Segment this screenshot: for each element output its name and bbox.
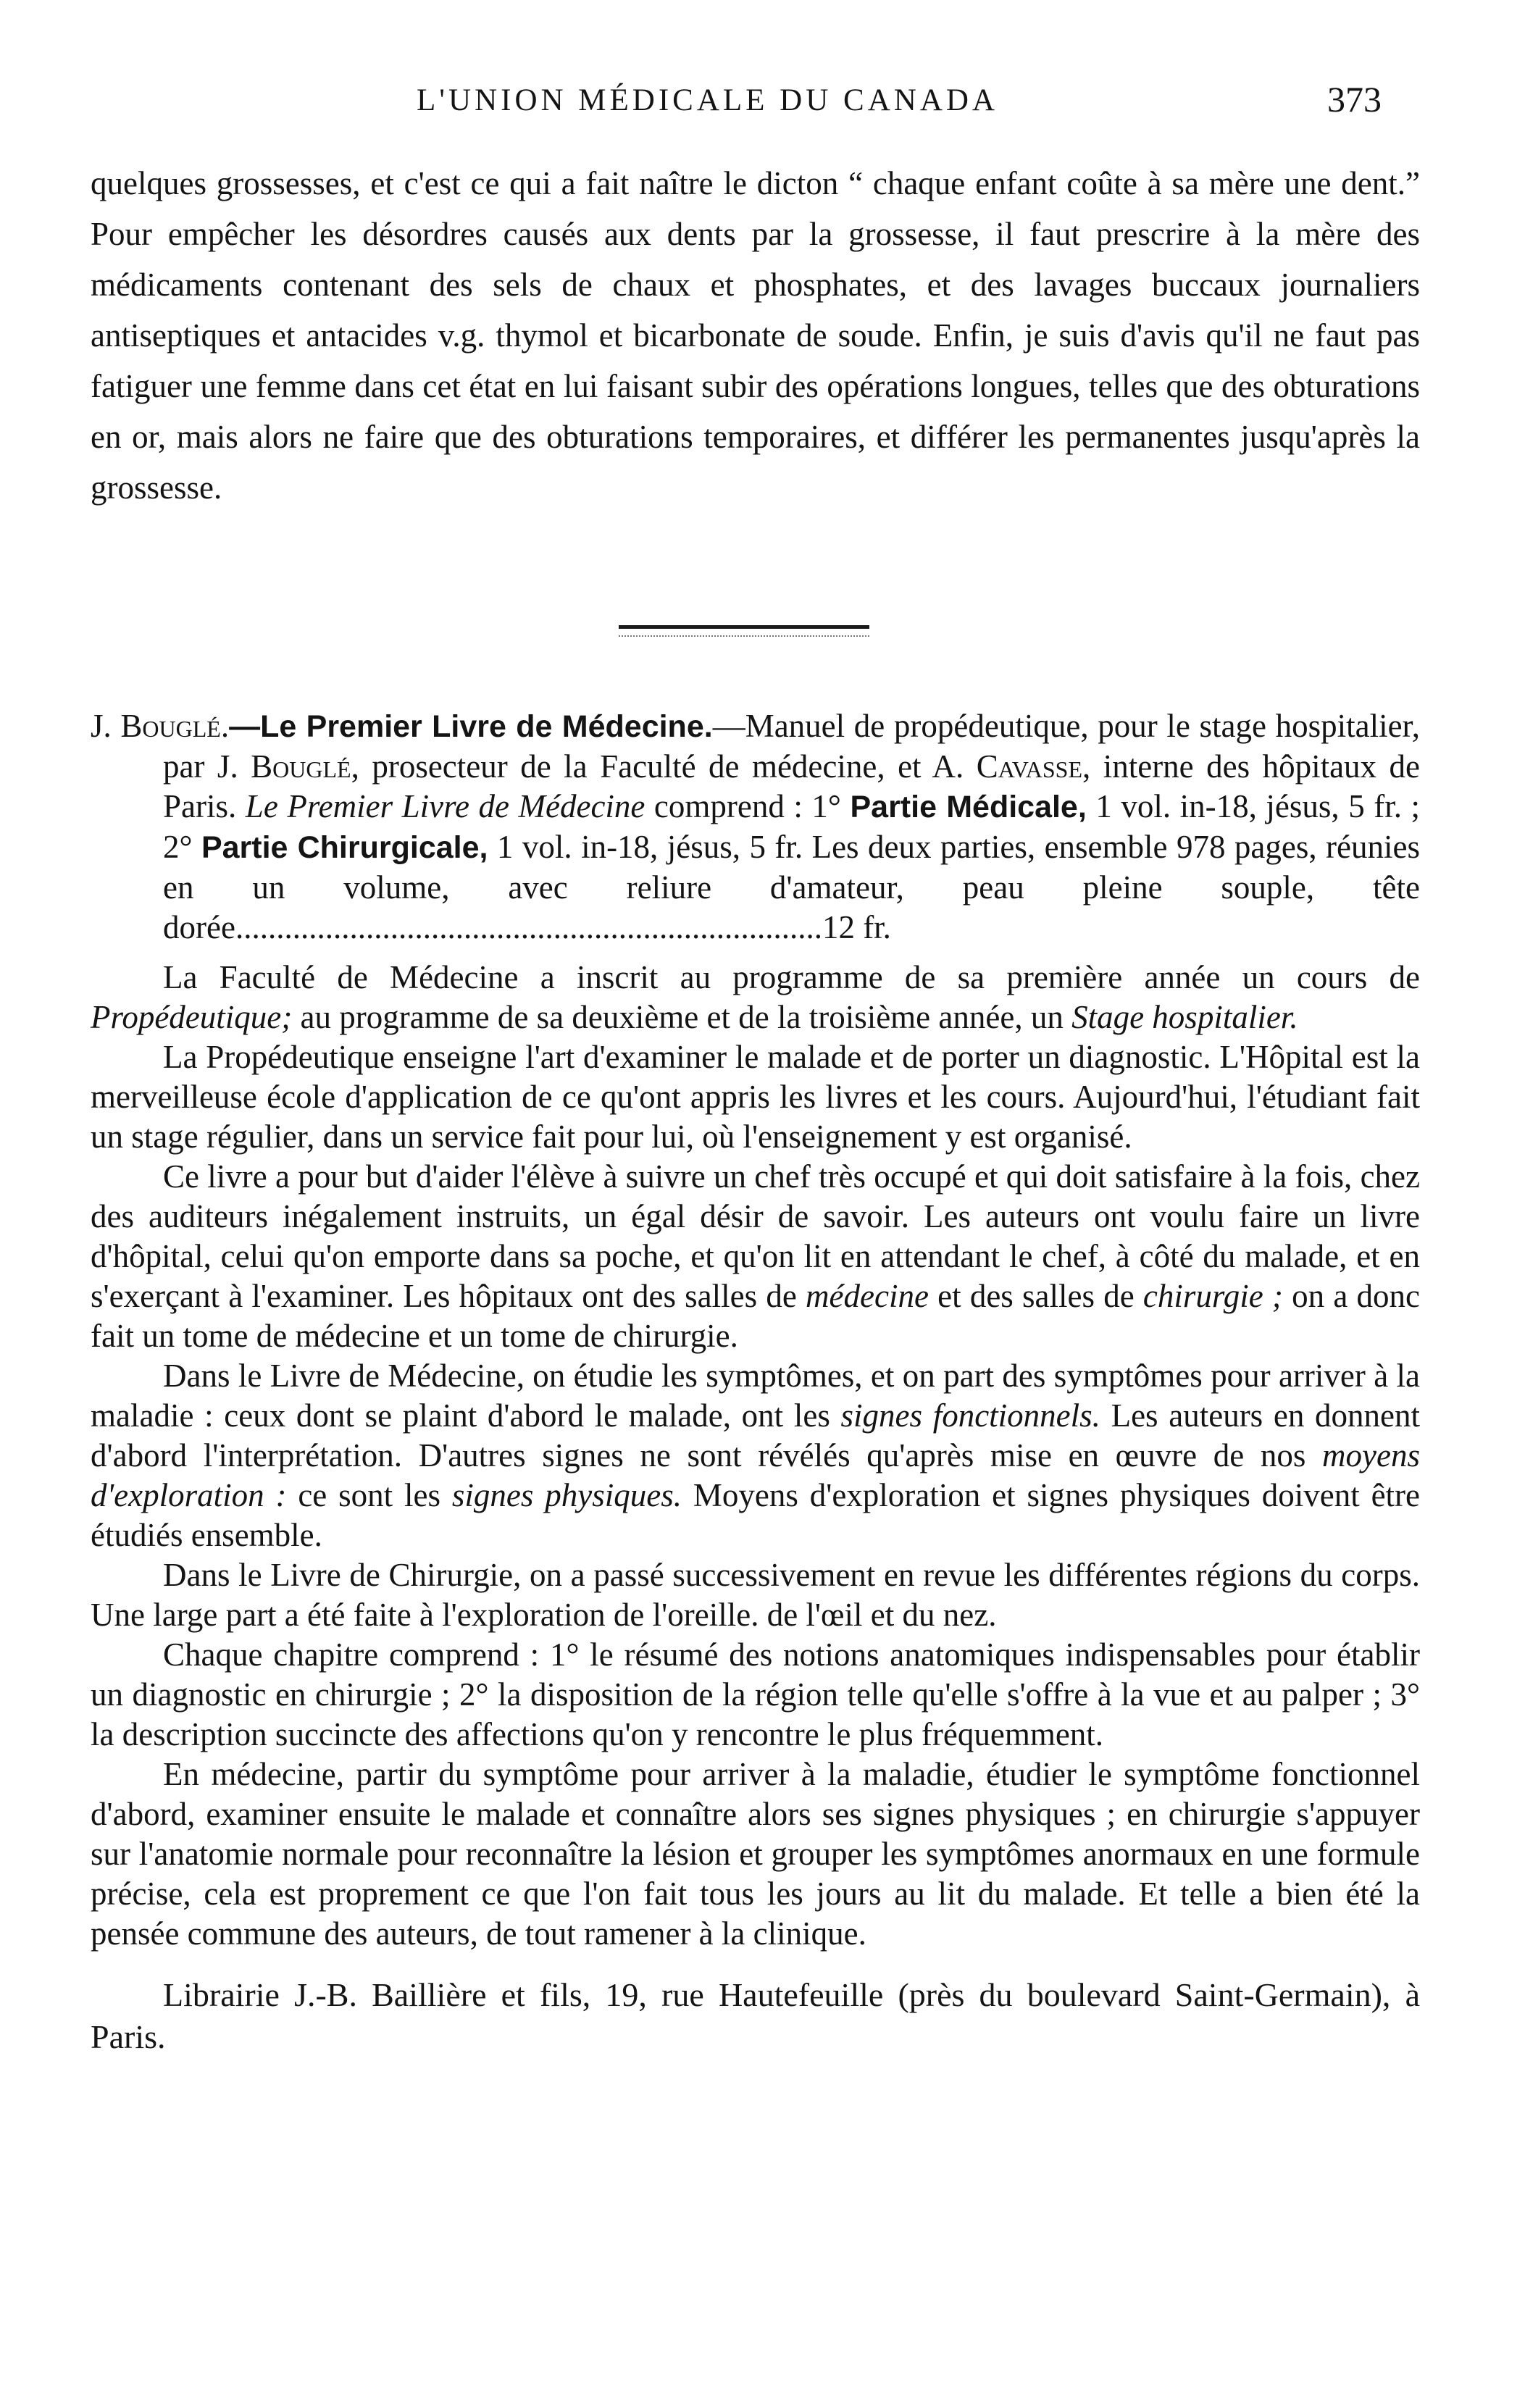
running-head: L'UNION MÉDICALE DU CANADA [417,83,998,117]
paragraph-text: au programme de sa deuxième et de la troisième année, un [292,999,1072,1035]
italic-term: médecine [806,1278,929,1314]
review-paragraph-2: La Propédeutique enseigne l'art d'examiner le malade et de porter un diagnostic. L'Hôpital est la merveilleuse école d'application de ce qu'ont appris les livres et les cours. Aujourd'hui, l'étudiant fait un stage régulier, dans un service fait pour lui, où l'enseignement y est organisé. [91,1039,1420,1155]
paragraph-text: Les auteurs en donnent d'abord l'interprétation. D'autres signes ne sont révélés qu'après mise en œuvre de nos [91,1397,1421,1473]
entry-text-1: —Manuel de propédeutique, pour le stage hospitalier, par J. [163,708,1420,785]
review-paragraph-7: En médecine, partir du symptôme pour arriver à la maladie, étudier le symptôme fonctionnel d'abord, examiner ensuite le malade et connaître alors ses signes physiques ; en chirurgie s'appuyer sur l'anatomie normale pour reconnaître la lésion et grouper les symptômes anormaux en une formule précise, cela est proprement ce que l'on fait tous les jours au lit du malade. Et telle a bien été la pensée commune des auteurs, de tout ramener à la clinique. [91,1756,1420,1952]
book-title: —Le Premier Livre de Médecine. [229,709,713,744]
paragraph-text: on a donc fait un tome de médecine et un tome de chirurgie. [91,1278,1420,1354]
book-title-italic: Le Premier Livre de Médecine [245,788,645,824]
review-paragraph-6: Chaque chapitre comprend : 1° le résumé des notions anatomiques indispensables pour établir un diagnostic en chirurgie ; 2° la disposition de la région telle qu'elle s'offre à la vue et au palper ; 3° la description succincte des affections qu'on y rencontre le plus fréquemment. [91,1636,1420,1752]
bibliographic-entry [91,706,1420,948]
publisher-info: Librairie J.-B. Baillière et fils, 19, rue Hautefeuille (près du boulevard Saint-Germain), à Paris. [91,1976,1420,2055]
entry-text-5: 1 vol. in-18, jésus, 5 fr. ; 2° [163,788,1421,865]
continuation-section [91,158,1420,513]
continuation-paragraph: quelques grossesses, et c'est ce qui a fait naître le dicton “ chaque enfant coûte à sa mère une dent.” Pour empêcher les désordres causés aux dents par la grossesse, il faut prescrire à la mère des médicaments contenant des sels de chaux et phosphates, et des lavages buccaux journaliers antiseptiques et antacides v.g. thymol et bicarbonate de soude. Enfin, je suis d'avis qu'il ne faut pas fatiguer une femme dans cet état en lui faisant subir des opérations longues, telles que des obturations en or, mais alors ne faire que des obturations temporaires, et différer les permanentes jusqu'après la grossesse. [91,165,1420,506]
italic-term: moyens d'exploration : [91,1437,1420,1513]
italic-term: signes physiques. [451,1477,682,1513]
book-review-section [91,706,1420,2058]
book-price: 12 fr. [822,909,891,945]
paragraph-text: La Faculté de Médecine a inscrit au programme de sa première année un cours de [163,959,1420,995]
paragraph-text: et des salles de [928,1278,1143,1314]
entry-text-2: , prosecteur de la Faculté de médecine, et A. [351,748,977,785]
review-paragraph-3 [91,1157,1420,1356]
italic-term: signes fonctionnels. [840,1397,1100,1434]
part-one-title: Partie Médicale, [850,790,1087,824]
author-name-bougle: Bouglé [251,748,351,785]
italic-term: chirurgie ; [1142,1278,1283,1314]
review-author: J. Bouglé. [91,708,230,744]
section-divider [619,625,869,629]
entry-text-4: comprend : 1° [645,788,851,824]
part-two-title: Partie Chirurgicale, [201,830,488,865]
italic-term: Stage hospitalier. [1071,999,1298,1035]
review-paragraph-1 [91,958,1420,1037]
price-leader: ........................................................................ [235,909,822,945]
paragraph-text: Dans le Livre de Médecine, on étudie les symptômes, et on part des symptômes pour arriver à la maladie : ceux dont se plaint d'abord le malade, ont les [91,1358,1420,1434]
paragraph-text: Ce livre a pour but d'aider l'élève à suivre un chef très occupé et qui doit satisfaire à la fois, chez des auditeurs inégalement instruits, un égal désir de savoir. Les auteurs ont voulu faire un livre d'hôpital, celui qu'on emporte dans sa poche, et qu'on lit en attendant le chef, à côté du malade, et en s'exerçant à l'examiner. Les hôpitaux ont des salles de [91,1158,1420,1314]
italic-term: Propédeutique; [91,999,293,1035]
page-number: 373 [1327,79,1382,120]
paragraph-text: Moyens d'exploration et signes physiques doivent être étudiés ensemble. [91,1477,1420,1553]
entry-text-3: , interne des hôpitaux de Paris. [163,748,1421,824]
page-header [0,75,1525,126]
paragraph-text: ce sont les [286,1477,452,1513]
entry-text-6: 1 vol. in-18, jésus, 5 fr. Les deux parties, ensemble 978 pages, réunies en un volume, avec reliure d'amateur, peau pleine souple, tête dorée [163,829,1421,945]
review-paragraph-4 [91,1356,1420,1555]
review-paragraph-5: Dans le Livre de Chirurgie, on a passé successivement en revue les différentes régions du corps. Une large part a été faite à l'exploration de l'oreille. de l'œil et du nez. [91,1557,1420,1633]
author-name-cavasse: Cavasse [976,748,1082,785]
